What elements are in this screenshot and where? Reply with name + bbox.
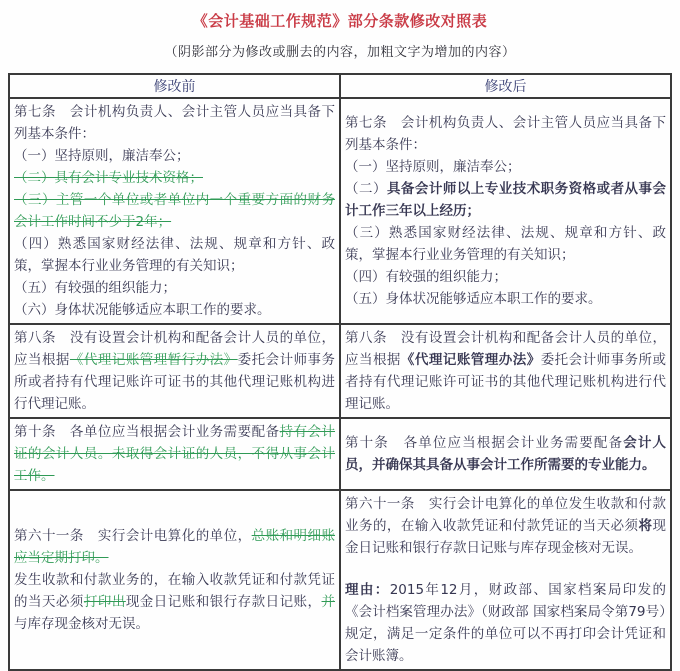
paragraph: [14, 101, 335, 145]
paragraph: [345, 266, 666, 288]
text-segment: （四）有较强的组织能力；: [345, 269, 507, 285]
comparison-table: [8, 73, 672, 671]
page-subtitle: （阴影部分为修改或删去的内容，加粗文字为增加的内容）: [164, 45, 516, 60]
cell-before: [9, 324, 340, 418]
paragraph: [14, 327, 335, 415]
deleted-text: 打印出: [83, 594, 126, 610]
paragraph: [345, 178, 666, 222]
paragraph: [14, 233, 335, 277]
cell-before: [9, 418, 340, 490]
text-segment: 第十条 各单位应当根据会计业务需要配备: [345, 435, 624, 451]
paragraph: [14, 167, 335, 189]
text-segment: 第八条 没有设置会计机构和配备会计人员的单位，应当根据: [14, 330, 335, 368]
text-segment: 现金日记账和银行存款日记账，: [125, 594, 322, 610]
deleted-text: 《代理记账管理暂行办法》: [69, 352, 238, 368]
paragraph: [14, 145, 335, 167]
header-row: [9, 74, 671, 98]
text-segment: （一）坚持原则，廉洁奉公；: [345, 159, 521, 175]
cell-after: [340, 418, 671, 490]
deleted-text: 并: [321, 594, 336, 610]
paragraph: [14, 299, 335, 321]
deleted-text: （三）主管一个单位或者单位内一个重要方面的财务会计工作时间不少于2年；: [14, 192, 335, 230]
table-header: [9, 74, 671, 98]
text-segment: （三）熟悉国家财经法律、法规、规章和方针、政策，掌握本行业业务管理的有关知识；: [345, 225, 666, 263]
paragraph: [345, 327, 666, 415]
cell-after: [340, 98, 671, 324]
text-segment: 委托会计师事务所或者持有代理记账许可证书的其他代理记账机构进行代理记账。: [14, 352, 336, 412]
text-segment: （一）坚持原则，廉洁奉公；: [14, 148, 190, 164]
table-body: [9, 98, 671, 670]
text-segment: （二）: [345, 181, 387, 197]
text-segment: 现金日记账和银行存款日记账与库存现金核对无误。: [345, 518, 667, 556]
added-text: 将: [638, 518, 653, 534]
paragraph: [345, 493, 666, 559]
text-segment: 第八条 没有设置会计机构和配备会计人员的单位，应当根据: [345, 330, 666, 368]
text-segment: 与库存现金核对无误。: [14, 616, 149, 632]
added-text: 理由：: [345, 582, 390, 598]
paragraph: [345, 432, 666, 476]
paragraph: [345, 112, 666, 156]
table-row: [9, 490, 671, 670]
page-title: 《会计基础工作规范》部分条款修改对照表: [192, 12, 488, 30]
paragraph: [14, 569, 335, 635]
paragraph: [14, 277, 335, 299]
cell-before: [9, 490, 340, 670]
cell-after: [340, 324, 671, 418]
text-segment: 委托会计师事务所或者持有代理记账许可证书的其他代理记账机构进行代理记账。: [345, 352, 667, 412]
column-header-before: 修改前: [9, 74, 340, 98]
added-text: 会计人员，并确保其具备从事会计工作所需要的专业能力。: [345, 435, 667, 473]
text-segment: 第七条 会计机构负责人、会计主管人员应当具备下列基本条件：: [345, 115, 666, 153]
paragraph: [14, 525, 335, 569]
paragraph: [345, 288, 666, 310]
column-header-after: 修改后: [340, 74, 671, 98]
deleted-text: （二）具有会计专业技术资格；: [14, 170, 203, 186]
text-segment: （六）身体状况能够适应本职工作的要求。: [14, 302, 271, 318]
table-row: [9, 98, 671, 324]
text-segment: 第六十一条 实行会计电算化的单位发生收款和付款业务的，在输入收款凭证和付款凭证的当天必须: [345, 496, 666, 534]
cell-before: [9, 98, 340, 324]
text-segment: 第十条 各单位应当根据会计业务需要配备: [14, 424, 280, 440]
paragraph: [345, 579, 666, 667]
text-segment: 发生收款和付款业务的，在输入收款凭证和付款凭证的当天必须: [14, 572, 335, 610]
deleted-text: 总账和明细账应当定期打印。: [14, 528, 336, 566]
text-segment: （五）身体状况能够适应本职工作的要求。: [345, 291, 602, 307]
paragraph: [14, 421, 335, 487]
table-row: [9, 418, 671, 490]
text-segment: （五）有较强的组织能力；: [14, 280, 176, 296]
paragraph: [345, 222, 666, 266]
added-text: 具备会计师以上专业技术职务资格或者从事会计工作三年以上经历；: [345, 181, 667, 219]
paragraph: [14, 189, 335, 233]
added-text: 《代理记账管理办法》: [400, 352, 541, 368]
deleted-text: 持有会计证的会计人员。未取得会计证的人员，不得从事会计工作。: [14, 424, 336, 484]
text-segment: 第七条 会计机构负责人、会计主管人员应当具备下列基本条件：: [14, 104, 335, 142]
text-segment: 2015年12月，财政部、国家档案局印发的《会计档案管理办法》（财政部 国家档案局令第79号）规定，满足一定条件的单位可以不再打印会计凭证和会计账簿。: [345, 582, 666, 664]
text-segment: 第六十一条 实行会计电算化的单位，: [14, 528, 252, 544]
table-row: [9, 324, 671, 418]
cell-after: [340, 490, 671, 670]
paragraph: [345, 156, 666, 178]
text-segment: （四）熟悉国家财经法律、法规、规章和方针、政策，掌握本行业业务管理的有关知识；: [14, 236, 335, 274]
